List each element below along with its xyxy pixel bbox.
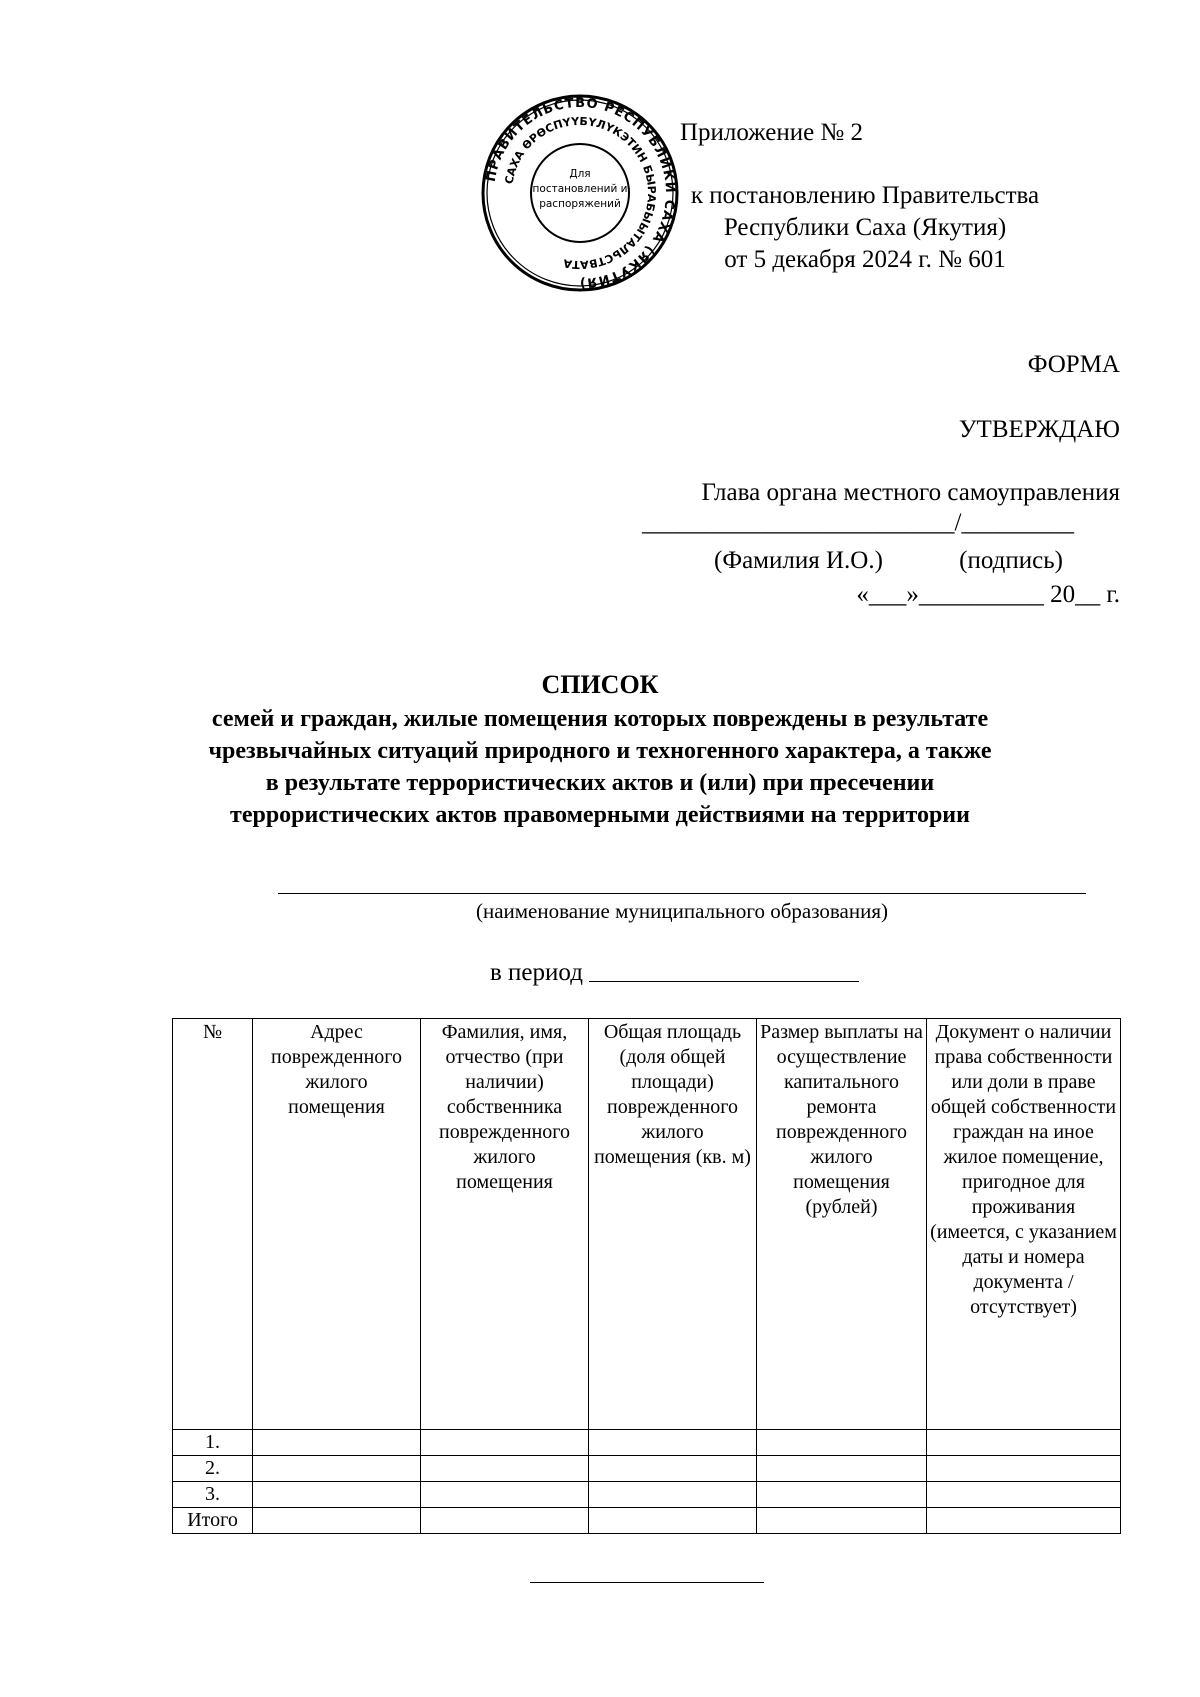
table-cell [421, 1456, 589, 1482]
row-number: 1. [173, 1430, 253, 1456]
table-header-row [173, 1019, 1121, 1430]
seal-outer-text: ПРАВИТЕЛЬСТВО РЕСПУБЛИКИ САХА (ЯКУТИЯ) [483, 95, 678, 291]
col-payment-header: Размер выплаты на осуществление капитального ремонта поврежденного жилого помещения (рублей) [757, 1019, 927, 1430]
appendix-title: Приложение № 2 [680, 119, 864, 146]
table-cell [757, 1482, 927, 1508]
form-label: ФОРМА [1027, 351, 1120, 378]
table-cell [421, 1482, 589, 1508]
decree-line: к постановлению Правительства [690, 182, 1040, 209]
table-cell [927, 1508, 1121, 1534]
seal-center-line-3: распоряжений [539, 198, 621, 210]
list-subtitle [100, 703, 1100, 831]
table-row [173, 1456, 1121, 1482]
families-table [172, 1018, 1121, 1534]
table-cell [757, 1508, 927, 1534]
end-divider [530, 1582, 764, 1583]
col-owner-header: Фамилия, имя, отчество (при наличии) собственника поврежденного жилого помещения [421, 1019, 589, 1430]
period-label: в период [490, 959, 583, 986]
decree-reference [670, 180, 1060, 276]
name-caption: (Фамилия И.О.) [714, 547, 883, 574]
signature-line: _________________________/_________ [642, 509, 1074, 536]
decree-line: от 5 декабря 2024 г. № 601 [724, 246, 1006, 273]
date-line: «___»__________ 20__ г. [856, 581, 1120, 608]
table-total-row [173, 1508, 1121, 1534]
table-cell [421, 1430, 589, 1456]
seal-inner-text: САХА ӨРӨСПҮҮБҮЛҮКЭТИН БЫРАБЫЫТАЛЬСТВАТА [502, 114, 659, 272]
table-cell [421, 1508, 589, 1534]
subtitle-line: террористических актов правомерными действиями на территории [230, 802, 970, 828]
approve-label: УТВЕРЖДАЮ [958, 416, 1120, 443]
col-number-header: № [173, 1019, 253, 1430]
seal-center-line-1: Для [569, 168, 591, 180]
decree-line: Республики Саха (Якутия) [723, 214, 1007, 241]
official-seal [480, 93, 680, 293]
period-blank [589, 955, 859, 982]
row-number: 3. [173, 1482, 253, 1508]
table-cell [253, 1430, 421, 1456]
list-title: СПИСОК [541, 670, 659, 699]
seal-center-line-2: постановлений и [532, 183, 628, 195]
table-cell [927, 1482, 1121, 1508]
head-title: Глава органа местного самоуправления [701, 479, 1120, 506]
table-cell [927, 1430, 1121, 1456]
subtitle-line: семей и граждан, жилые помещения которых повреждены в результате [211, 706, 989, 732]
table-cell [253, 1482, 421, 1508]
subtitle-line: чрезвычайных ситуаций природного и техногенного характера, а также [208, 738, 992, 764]
table-cell [757, 1430, 927, 1456]
table-cell [757, 1456, 927, 1482]
col-area-header: Общая площадь (доля общей площади) поврежденного жилого помещения (кв. м) [589, 1019, 757, 1430]
table-row [173, 1482, 1121, 1508]
table-cell [253, 1508, 421, 1534]
table-cell [589, 1482, 757, 1508]
signature-captions [714, 546, 1114, 576]
table-cell [589, 1508, 757, 1534]
table-cell [927, 1456, 1121, 1482]
col-document-header: Документ о наличии права собственности или доли в праве общей собственности граждан на иное жилое помещение, пригодное для проживания (имеется, с указанием даты и номера документа / отсутствует) [927, 1019, 1121, 1430]
period-field [490, 955, 859, 989]
table-row [173, 1430, 1121, 1456]
municipality-caption: (наименование муниципального образования) [475, 899, 889, 923]
table-cell [253, 1456, 421, 1482]
table-cell [589, 1430, 757, 1456]
total-label: Итого [173, 1508, 253, 1534]
signature-caption: (подпись) [959, 547, 1063, 574]
table-cell [589, 1456, 757, 1482]
municipality-blank [278, 893, 1086, 894]
row-number: 2. [173, 1456, 253, 1482]
subtitle-line: в результате террористических актов и (или) при пресечении [265, 770, 935, 796]
col-address-header: Адрес поврежденного жилого помещения [253, 1019, 421, 1430]
